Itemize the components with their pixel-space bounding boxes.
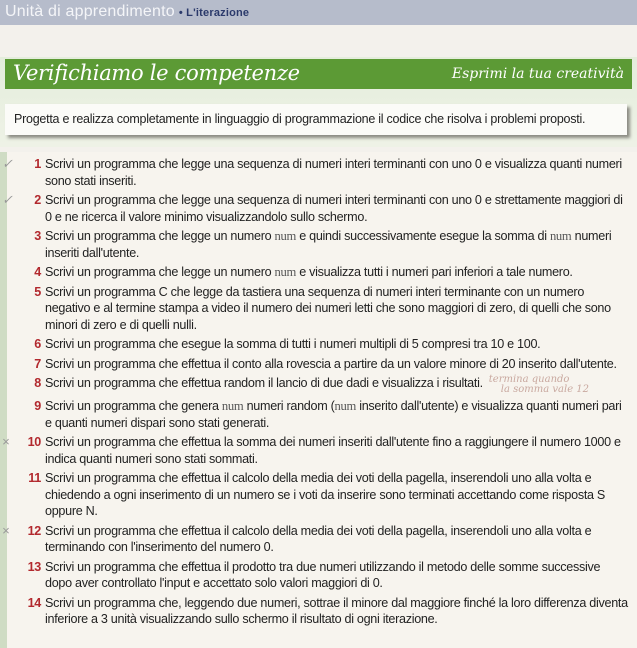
exercise-text: Scrivi un programma che effettua la somma dei numeri inseriti dall'utente fino a raggiungere il numero 1000 e indica quanti numeri sono stati sommati.	[45, 435, 621, 466]
exercise-text: Scrivi un programma che effettua il calcolo della media dei voti della pagella, inserendoli uno alla volta e terminando con l'inserimento del numero 0.	[45, 523, 592, 554]
exercise-item	[7, 336, 637, 353]
exercise-text: Scrivi un programma che esegue la somma di tutti i numeri multipli di 5 compresi tra 10 e 100.	[45, 337, 541, 351]
topic-label: L'iterazione	[186, 7, 250, 19]
code-variable: num	[274, 265, 297, 279]
exercise-number: 11	[28, 471, 41, 485]
pencil-mark-icon: ✓	[2, 192, 13, 207]
unit-topic	[179, 7, 249, 19]
exercise-number: 4	[34, 265, 41, 279]
unit-title	[5, 3, 249, 21]
exercise-text: Scrivi un programma C che legge da tastiera una sequenza di numeri interi terminante con un numero negativo e al termine stampa a video il numero dei numeri letti che sono maggiori di zero, di quelli che sono minori di zero e di quelli nulli.	[45, 284, 611, 332]
exercise-text: numeri inseriti dall'utente.	[45, 229, 612, 260]
exercise-number: 6	[34, 337, 41, 351]
exercise-text: Scrivi un programma che, leggendo due numeri, sottrae il minore dal maggiore finché la loro differenza diventa inferiore a 3 unità visualizzando sullo schermo il risultato di ogni iterazione.	[45, 595, 628, 626]
exercise-text: numeri random (	[243, 399, 335, 413]
exercise-number: 14	[27, 595, 41, 610]
exercise-item	[7, 228, 637, 261]
code-variable: num	[221, 399, 244, 413]
exercise-item	[7, 375, 637, 395]
unit-label: Unità di apprendimento	[5, 3, 175, 20]
exercise-item	[2, 156, 637, 189]
exercise-number: 8	[34, 376, 41, 390]
exercise-text: Scrivi un programma che legge un numero	[45, 229, 275, 243]
code-variable: num	[549, 229, 572, 243]
pencil-mark-icon: ×	[2, 522, 10, 538]
exercise-text: Scrivi un programma che effettua il calcolo della media dei voti della pagella, inserendoli uno alla volta e chiedendo a ogni inserimento di un numero se i voti da inserire sono terminati accettando come risposta S oppure N.	[45, 471, 606, 518]
exercise-item	[7, 284, 637, 334]
exercise-number: 1	[34, 157, 41, 171]
exercise-text: inserito dall'utente) e visualizza quanti numeri pari e quanti numeri dispari sono stati generati.	[45, 399, 622, 430]
exercise-item	[7, 398, 637, 431]
exercise-item	[2, 192, 637, 225]
unit-header	[0, 0, 637, 25]
separator: •	[178, 7, 183, 19]
exercise-item	[7, 559, 637, 592]
exercise-number: 9	[34, 399, 41, 413]
exercise-number: 10	[27, 435, 41, 449]
section-subtitle: Esprimi la tua creatività	[451, 66, 624, 82]
exercise-number: 3	[34, 229, 41, 243]
exercise-item	[7, 470, 637, 520]
exercise-text: e visualizza tutti i numeri pari inferiori a tale numero.	[296, 265, 573, 279]
code-variable: num	[274, 229, 297, 243]
exercise-item	[7, 356, 637, 373]
exercise-list	[0, 152, 637, 648]
exercise-text: e quindi successivamente esegue la somma di	[296, 229, 550, 243]
exercise-item	[7, 264, 637, 281]
exercise-item	[2, 434, 637, 467]
exercise-text: Scrivi un programma che genera	[45, 399, 222, 413]
pencil-mark-icon: ×	[2, 434, 10, 449]
exercise-text: Scrivi un programma che legge una sequenza di numeri interi terminanti con uno 0 e strettamente maggiori di 0 e ne ricerca il valore minimo visualizzandolo sullo schermo.	[45, 193, 623, 224]
exercise-number: 7	[34, 356, 41, 371]
exercise-text: Scrivi un programma che legge un numero	[45, 265, 275, 279]
exercise-text: Scrivi un programma che effettua il conto alla rovescia a partire da un valore minore di 20 inserito dall'utente.	[45, 356, 617, 371]
exercise-number: 2	[34, 193, 41, 207]
exercise-number: 13	[27, 559, 41, 574]
pencil-mark-icon: ✓	[2, 156, 13, 171]
handwritten-note	[489, 375, 589, 395]
handwritten-line: la somma vale 12	[500, 384, 590, 395]
exercise-text: Scrivi un programma che legge una sequenza di numeri interi terminanti con uno 0 e visualizza quanti numeri sono stati inseriti.	[45, 157, 622, 188]
exercise-number: 12	[27, 523, 41, 538]
exercise-number: 5	[34, 284, 41, 299]
instruction-box: Progetta e realizza completamente in linguaggio di programmazione il codice che risolva i problemi proposti.	[5, 104, 627, 135]
handwritten-line: termina quando	[488, 374, 570, 385]
code-variable: num	[334, 399, 356, 413]
exercise-text: Scrivi un programma che effettua il prodotto tra due numeri utilizzando il metodo delle somme successive dopo aver controllato l'input e accettato solo valori maggiori di 0.	[45, 559, 601, 590]
exercise-text: Scrivi un programma che effettua random il lancio di due dadi e visualizza i risultati.	[45, 376, 483, 390]
exercise-item	[2, 522, 637, 556]
section-title: Verifichiamo le competenze	[13, 61, 300, 85]
exercise-item	[7, 595, 637, 628]
section-banner	[5, 59, 632, 89]
